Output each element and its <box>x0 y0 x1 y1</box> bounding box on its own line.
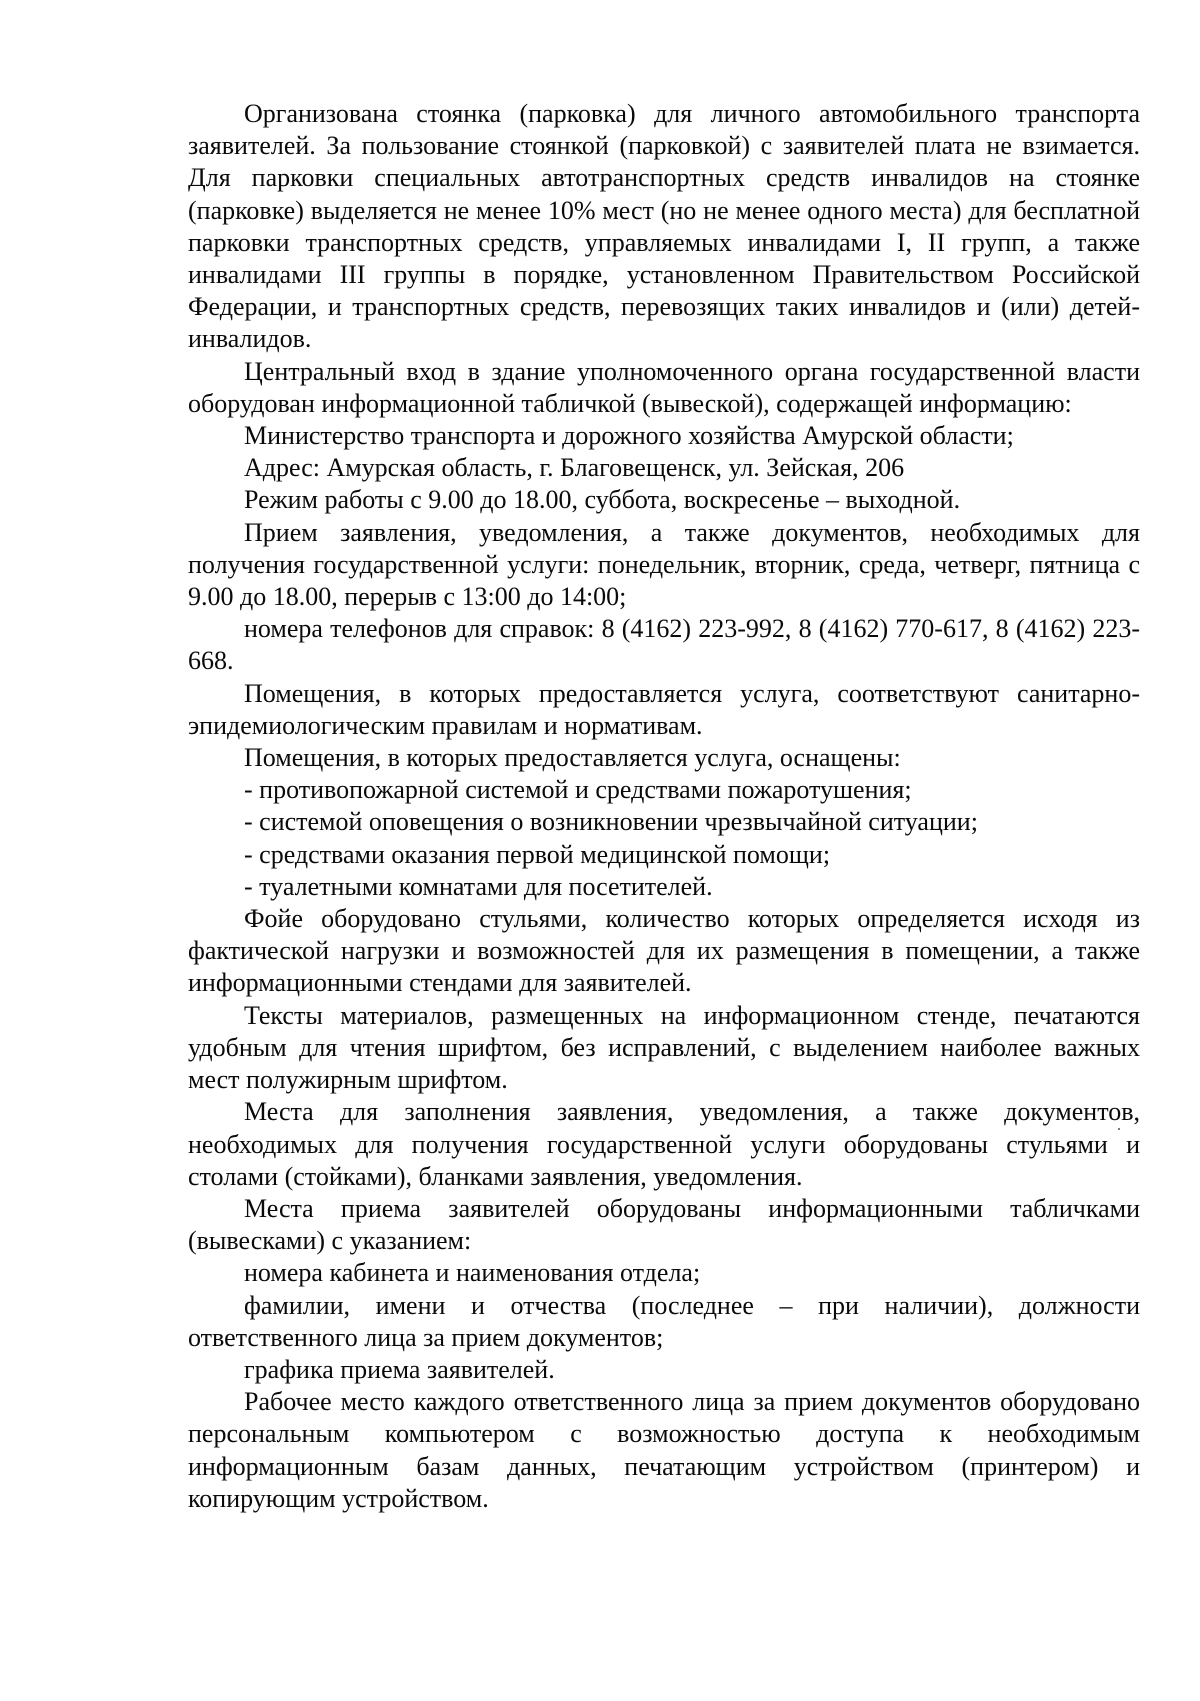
document-page <box>188 98 1140 1515</box>
sign-item-room-number: номера кабинета и наименования отдела; <box>244 1258 701 1288</box>
paragraph-parking: Организована стоянка (парковка) для личного автомобильного транспорта заявителей. За пользование стоянкой (парковкой) с заявителей плата не взимается. Для парковки специальных автотранспортных средств инвалидов на стоянке (парковке) выделяется не менее 10% мест (но не менее одного места) для бесплатной парковки транспортных средств, управляемых инвалидами I, II групп, а также инвалидами III группы в порядке, установленном Правительством Российской Федерации, и транспортных средств, перевозящих таких инвалидов и (или) детей-инвалидов. <box>188 99 1140 354</box>
paragraph-phone-numbers: номера телефонов для справок: 8 (4162) 223-992, 8 (4162) 770-617, 8 (4162) 223-668. <box>188 614 1140 676</box>
list-item-alert-system: - системой оповещения о возникновении чрезвычайной ситуации; <box>244 807 978 837</box>
paragraph-sanitary-rules: Помещения, в которых предоставляется услуга, соответствуют санитарно-эпидемиологическим правилам и нормативам. <box>188 678 1140 740</box>
sign-line-working-hours: Режим работы с 9.00 до 18.00, суббота, воскресенье – выходной. <box>244 485 961 515</box>
paragraph-reception-places: Места приема заявителей оборудованы информационными табличками (вывесками) с указанием: <box>188 1193 1140 1256</box>
paragraph-equipment-intro: Помещения, в которых предоставляется услуга, оснащены: <box>244 743 901 773</box>
paragraph-entrance-sign: Центральный вход в здание уполномоченного органа государственной власти оборудован информационной табличкой (вывеской), содержащей информацию: <box>188 356 1140 418</box>
paragraph-foyer: Фойе оборудовано стульями, количество которых определяется исходя из фактической нагрузки и возможностей для их размещения в помещении, а также информационными стендами для заявителей. <box>188 904 1140 998</box>
sign-item-schedule: графика приема заявителей. <box>244 1354 555 1384</box>
paragraph-form-filling-places: Места для заполнения заявления, уведомления, а также документов, необходимых для получения государственной услуги оборудованы стульями и столами (стойками), бланками заявления, уведомления. <box>188 1097 1140 1191</box>
scan-speck <box>1118 1128 1120 1130</box>
sign-item-responsible-person: фамилии, имени и отчества (последнее – при наличии), должности ответственного лица за прием документов; <box>188 1290 1140 1352</box>
paragraph-stand-texts: Тексты материалов, размещенных на информационном стенде, печатаются удобным для чтения шрифтом, без исправлений, с выделением наиболее важных мест полужирным шрифтом. <box>188 1000 1140 1095</box>
paragraph-workplace: Рабочее место каждого ответственного лица за прием документов оборудовано персональным компьютером с возможностью доступа к необходимым информационным базам данных, печатающим устройством (принтером) и копирующим устройством. <box>188 1387 1140 1513</box>
list-item-toilets: - туалетными комнатами для посетителей. <box>244 871 713 901</box>
sign-line-ministry: Министерство транспорта и дорожного хозяйства Амурской области; <box>244 421 1014 451</box>
sign-line-address: Адрес: Амурская область, г. Благовещенск, ул. Зейская, 206 <box>244 453 905 483</box>
list-item-first-aid: - средствами оказания первой медицинской помощи; <box>244 839 831 869</box>
list-item-fire-system: - противопожарной системой и средствами пожаротушения; <box>244 775 912 805</box>
paragraph-reception-schedule: Прием заявления, уведомления, а также документов, необходимых для получения государственной услуги: понедельник, вторник, среда, четверг, пятница с 9.00 до 18.00, перерыв с 13:00 до 14:00; <box>188 517 1140 612</box>
